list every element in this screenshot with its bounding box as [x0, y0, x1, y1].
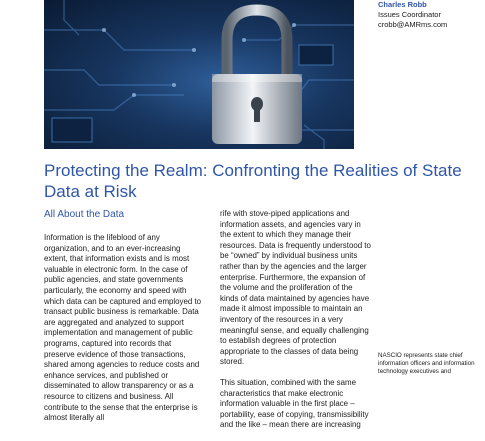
contact-name: Charles Robb [378, 0, 427, 9]
padlock-photo-illustration [44, 0, 354, 149]
hero-image [44, 0, 354, 149]
contact-role: Issues Coordinator [378, 9, 441, 19]
contact-block [378, 0, 483, 29]
page-title: Protecting the Realm: Confronting the Realities of State Data at Risk [44, 161, 462, 201]
contact-email[interactable]: crobb@AMRms.com [378, 19, 448, 29]
body-column-right [220, 209, 373, 441]
body-paragraph: This situation, combined with the same characteristics that make electronic information valuable in the first place – portability, ease of copying, transmissibility and the like – mean there are increasing [220, 377, 369, 430]
body-paragraph: rife with stove-piped applications and information assets, and agencies vary in the extent to which they manage their resources. Data is frequently understood to be “owned” by individual business units rather than by the agencies and the larger enterprise. Furthermore, the expansion of the volume and the proliferation of the kinds of data maintained by agencies have made it almost impossible to maintain an inventory of the resources in a very meaningful sense, and equally challenging to establish degrees of protection appropriate to the classes of data being stored. [220, 209, 371, 367]
body-column-left: Information is the lifeblood of any organization, and to an ever-increasing extent, that information exists and is most valuable in electronic form. In the case of public agencies, and state governments particularly, the economy and speed with which data can be captured and employed to transact public business is remarkable. Data are aggregated and analyzed to support implementation and management of public programs, captured into records that preserve evidence of those transactions, shared among agencies to reduce costs and enhance services, and published or disseminated to allow transparency or as a resource to citizens and business. All contribute to the sense that the enterprise is almost literally all [44, 233, 202, 423]
section-heading: All About the Data [44, 209, 125, 220]
sidebar-note: NASCIO represents state chief information officers and information technology executives and [378, 352, 475, 375]
